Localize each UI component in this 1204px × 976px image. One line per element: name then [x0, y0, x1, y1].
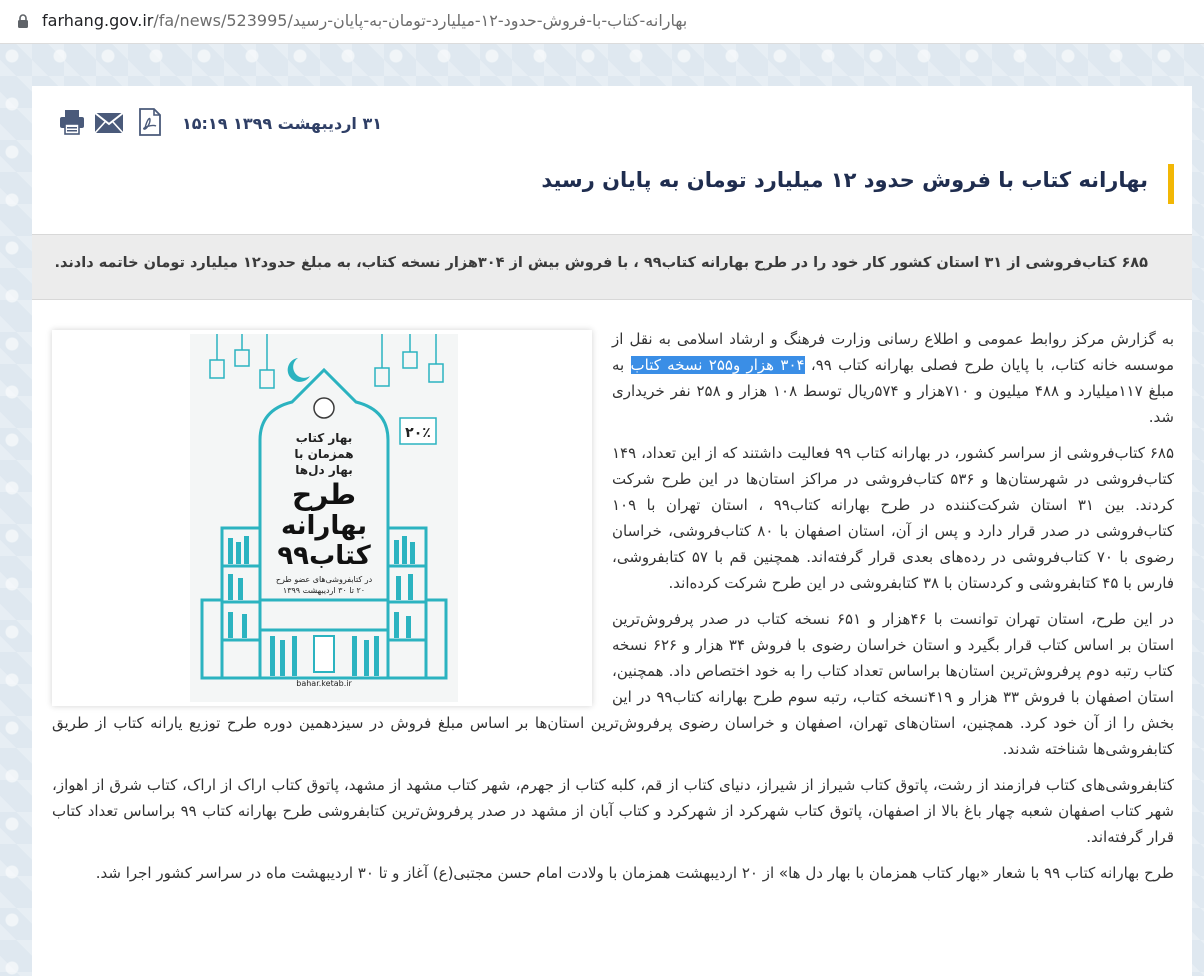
article-meta: [32, 86, 1192, 160]
url-path: /fa/news/523995/بهارانه-کتاب-با-فروش-حدود-۱۲-میلیارد-تومان-به-پایان-رسید: [153, 11, 688, 30]
p1-after: به مبلغ ۱۱۷میلیارد و ۴۸۸ میلیون و ۷۱۰هزار و ۵۷۴ریال توسط ۱۰۸ هزار و ۲۵۸ نفر خریداری شد.: [612, 356, 1174, 426]
selected-text[interactable]: ۳۰۴ هزار و۲۵۵ نسخه کتاب: [630, 356, 805, 374]
paragraph-2: ۶۸۵ کتاب‌فروشی از سراسر کشور، در بهارانه کتاب ۹۹ فعالیت داشتند که از این تعداد، ۱۴۹ کتاب‌فروشی در شهرستان‌ها و ۵۳۶ کتاب‌فروشی در مراکز استان‌ها در این طرح شرکت کردند. بین ۳۱ استان شرکت‌کننده در طرح بهارانه کتاب۹۹ ، استان تهران با ۱۰۹ کتاب‌فروشی در صدر قرار دارد و پس از آن، استان اصفهان با ۸۰ کتاب‌فروشی، خراسان رضوی با ۷۰ کتاب‌فروشی در رده‌های بعدی قرار گرفته‌اند. همچنین قم با ۵۷ کتابفروشی، فارس با ۴۵ کتابفروشی و کردستان با ۳۸ کتابفروشی در این طرح شرکت کرده‌اند.: [612, 444, 1174, 592]
article-body: [52, 326, 1174, 896]
title-accent-bar: [1168, 164, 1174, 204]
poster-sub: در کتابفروشی‌های عضو طرح: [275, 575, 373, 584]
print-icon[interactable]: [58, 108, 86, 136]
url-text[interactable]: [42, 11, 687, 30]
poster-line1: بهار کتاب: [295, 431, 353, 445]
article-date: ۳۱ اردیبهشت ۱۳۹۹ ۱۵:۱۹: [182, 114, 383, 133]
lead-text: ۶۸۵ کتاب‌فروشی از ۳۱ استان کشور کار خود را در طرح بهارانه کتاب۹۹ ، با فروش بیش از ۳۰۴هزار نسخه کتاب، به مبلغ حدود۱۲ میلیارد تومان خاتمه دادند.: [54, 255, 1148, 271]
address-bar[interactable]: [0, 0, 1204, 44]
paragraph-4: کتابفروشی‌های کتاب فرازمند از رشت، پاتوق کتاب شیراز از شیراز، دنیای کتاب از قم، کلبه کتاب از جهرم، شهر کتاب مشهد از مشهد، پاتوق کتاب اراک از اراک، کتاب شرق از اهواز، شهر کتاب اصفهان شعبه چهار باغ بالا از اصفهان، پاتوق کتاب شهرکرد از شهرکرد و کتاب آبان از مشهد در صدر پرفروش‌ترین کتابفروشی طرح بهارانه کتاب ۹۹ براساس تعداد کتاب قرار گرفته‌اند.: [52, 776, 1174, 846]
article-lead: [32, 234, 1192, 300]
article-card: [32, 86, 1192, 976]
url-domain: farhang.gov.ir: [42, 11, 154, 30]
pdf-icon[interactable]: [138, 108, 162, 136]
poster-badge: ۲۰٪: [405, 425, 431, 441]
paragraph-5: طرح بهارانه کتاب ۹۹ با شعار «بهار کتاب همزمان با بهار دل ها» از ۲۰ اردیبهشت همزمان با ولادت امام حسن مجتبی(ع) آغاز و تا ۳۰ اردیبهشت ماه در سراسر کشور اجرا شد.: [95, 864, 1174, 882]
article-title-block: [32, 160, 1192, 220]
article-title: بهارانه کتاب با فروش حدود ۱۲ میلیارد تومان به پایان رسید: [541, 168, 1148, 192]
email-icon[interactable]: [94, 112, 124, 134]
poster-sub2: ۲۰ تا ۳۰ اردیبهشت ۱۳۹۹: [282, 586, 366, 595]
poster-line2: همزمان با: [294, 447, 354, 461]
poster-big1: طرح: [292, 478, 356, 511]
poster-big2: بهارانه: [280, 511, 368, 541]
p1-before: به گزارش مرکز روابط عمومی و اطلاع رسانی وزارت فرهنگ و ارشاد اسلامی به نقل از موسسه خانه کتاب، با پایان طرح فصلی بهارانه کتاب ۹۹،: [612, 330, 1174, 374]
poster-line3: بهار دل‌ها: [295, 463, 353, 477]
lock-icon: [17, 14, 29, 28]
poster-big3: کتاب۹۹: [277, 541, 371, 571]
paragraph-3: در این طرح، استان تهران توانست با ۴۶هزار و ۶۵۱ نسخه کتاب در صدر پرفروش‌ترین استان بر اساس کتاب قرار بگیرد و استان خراسان رضوی با فروش ۳۴ هزار و ۶۲۶ نسخه کتاب رتبه دوم پرفروش‌ترین استان‌ها براساس تعداد کتاب را به خود اختصاص داد. همچنین، استان اصفهان با فروش ۳۳ هزار و ۴۱۹نسخه کتاب، رتبه سوم طرح بهارانه کتاب۹۹ در این بخش را از آن خود کرد. همچنین، استان‌های تهران، اصفهان و خراسان رضوی پرفروش‌ترین استان‌ها بر اساس مبلغ فروش در سیزدهمین دوره طرح توزیع یارانه کتاب از طریق کتابفروشی‌ها شناخته شدند.: [52, 610, 1174, 758]
poster-site: bahar.ketab.ir: [296, 679, 352, 688]
image-spacer: [52, 326, 612, 710]
